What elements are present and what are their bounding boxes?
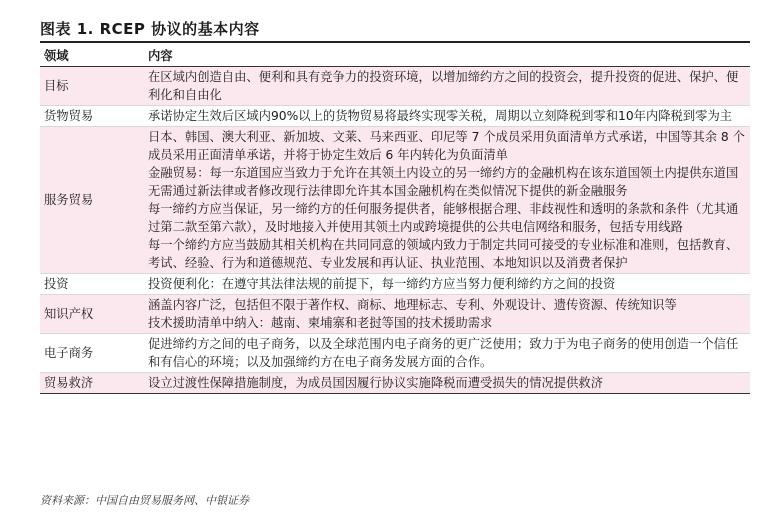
table-row bbox=[40, 127, 750, 274]
row-content bbox=[144, 106, 750, 127]
row-label: 电子商务 bbox=[40, 334, 144, 373]
row-content bbox=[144, 295, 750, 334]
row-content bbox=[144, 373, 750, 394]
content-paragraph: 在区域内创造自由、便利和具有竞争力的投资环境，以增加缔约方之间的投资会，提升投资的促进、保护、便利化和自由化 bbox=[148, 70, 739, 102]
row-label: 知识产权 bbox=[40, 295, 144, 334]
header-field: 领域 bbox=[40, 46, 144, 67]
table-row bbox=[40, 274, 750, 295]
row-label: 目标 bbox=[40, 67, 144, 106]
row-label: 贸易救济 bbox=[40, 373, 144, 394]
header-content: 内容 bbox=[144, 46, 750, 67]
table-body bbox=[40, 67, 750, 394]
row-label: 货物贸易 bbox=[40, 106, 144, 127]
table-row bbox=[40, 295, 750, 334]
content-paragraph: 投资便利化：在遵守其法律法规的前提下，每一缔约方应当努力便利缔约方之间的投资 bbox=[148, 277, 616, 291]
row-content bbox=[144, 127, 750, 274]
table-row bbox=[40, 106, 750, 127]
content-paragraph: 涵盖内容广泛，包括但不限于著作权、商标、地理标志、专利、外观设计、遗传资源、传统知识等 bbox=[148, 298, 677, 312]
content-paragraph: 承诺协定生效后区域内90%以上的货物贸易将最终实现零关税，周期以立刻降税到零和10年内降税到零为主 bbox=[148, 109, 733, 123]
content-paragraph: 促进缔约方之间的电子商务，以及全球范围内电子商务的更广泛使用；致力于为电子商务的使用创造一个信任和有信心的环境；以及加强缔约方在电子商务发展方面的合作。 bbox=[148, 337, 739, 369]
content-paragraph: 每一缔约方应当保证，另一缔约方的任何服务提供者，能够根据合理、非歧视性和透明的条款和条件（尤其通过第二款至第六款），及时地接入并使用其领土内或跨境提供的公共电信网络和服务，包括专用线路 bbox=[148, 202, 739, 234]
row-content bbox=[144, 274, 750, 295]
content-paragraph: 每一个缔约方应当鼓励其相关机构在共同同意的领域内致力于制定共同可接受的专业标准和准则，包括教育、考试、经验、行为和道德规范、专业发展和再认证、执业范围、本地知识以及消费者保护 bbox=[148, 238, 739, 270]
table-row bbox=[40, 373, 750, 394]
row-label: 服务贸易 bbox=[40, 127, 144, 274]
table-row bbox=[40, 67, 750, 106]
content-paragraph: 日本、韩国、澳大利亚、新加坡、文莱、马来西亚、印尼等 7 个成员采用负面清单方式承诺，中国等其余 8 个成员采用正面清单承诺，并将于协定生效后 6 年内转化为负面清单 bbox=[148, 130, 745, 162]
figure-title: 图表 1. RCEP 协议的基本内容 bbox=[40, 20, 260, 38]
title-divider bbox=[40, 41, 750, 43]
rcep-content-table bbox=[40, 46, 750, 394]
row-content bbox=[144, 67, 750, 106]
row-content bbox=[144, 334, 750, 373]
row-label: 投资 bbox=[40, 274, 144, 295]
table-row bbox=[40, 334, 750, 373]
content-paragraph: 技术援助清单中纳入：越南、柬埔寨和老挝等国的技术援助需求 bbox=[148, 316, 493, 330]
table-header-row bbox=[40, 46, 750, 67]
content-paragraph: 设立过渡性保障措施制度，为成员国因履行协议实施降税而遭受损失的情况提供救济 bbox=[148, 376, 603, 390]
content-paragraph: 金融贸易：每一东道国应当致力于允许在其领土内设立的另一缔约方的金融机构在该东道国领土内提供东道国无需通过新法律或者修改现行法律即允许其本国金融机构在类似情况下提供的新金融服务 bbox=[148, 166, 739, 198]
source-note: 资料来源：中国自由贸易服务网、中银证券 bbox=[40, 494, 249, 507]
